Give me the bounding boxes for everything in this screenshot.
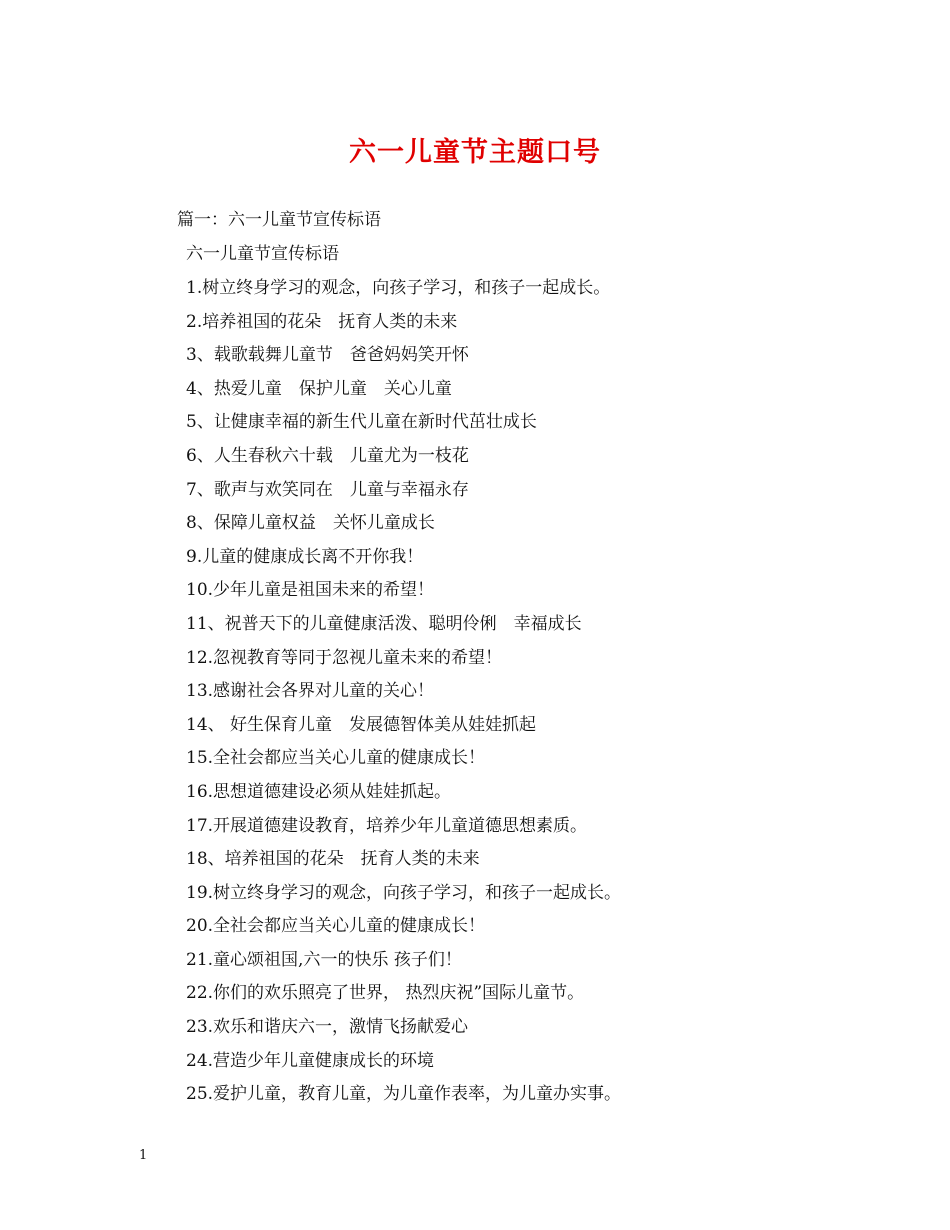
- slogan-item: 12.忽视教育等同于忽视儿童未来的希望！: [186, 647, 503, 668]
- slogan-item: 18、培养祖国的花朵 抚育人类的未来: [186, 849, 480, 870]
- slogan-item: 11、祝普天下的儿童健康活泼、聪明伶俐 幸福成长: [186, 613, 582, 634]
- sub-heading: 六一儿童节宣传标语: [186, 244, 339, 264]
- slogan-item: 15.全社会都应当关心儿童的健康成长！: [186, 748, 486, 769]
- page-number: 1: [139, 1148, 148, 1163]
- slogan-list: [186, 276, 621, 1116]
- slogan-item: 5、让健康幸福的新生代儿童在新时代茁壮成长: [186, 412, 537, 433]
- slogan-item: 3、载歌载舞儿童节 爸爸妈妈笑开怀: [186, 345, 469, 366]
- slogan-item: 17.开展道德建设教育，培养少年儿童道德思想素质。: [186, 815, 588, 836]
- slogan-item: 10.少年儿童是祖国未来的希望！: [186, 580, 435, 601]
- slogan-item: 2.培养祖国的花朵 抚育人类的未来: [186, 311, 458, 332]
- slogan-item: 14、 好生保育儿童 发展德智体美从娃娃抓起: [186, 714, 537, 735]
- page-title: 六一儿童节主题口号: [349, 137, 601, 168]
- slogan-item: 4、热爱儿童 保护儿童 关心儿童: [186, 378, 452, 399]
- slogan-item: 6、人生春秋六十载 儿童尤为一枝花: [186, 445, 469, 466]
- section-heading: 篇一：六一儿童节宣传标语: [177, 210, 381, 230]
- slogan-item: 13.感谢社会各界对儿童的关心！: [186, 681, 435, 702]
- slogan-item: 7、歌声与欢笑同在 儿童与幸福永存: [186, 479, 469, 500]
- slogan-item: 24.营造少年儿童健康成长的环境: [186, 1050, 435, 1071]
- slogan-item: 25.爱护儿童，教育儿童，为儿童作表率，为儿童办实事。: [186, 1084, 622, 1105]
- slogan-item: 9.儿童的健康成长离不开你我！: [186, 546, 424, 567]
- slogan-item: 16.思想道德建设必须从娃娃抓起。: [186, 781, 452, 802]
- slogan-item: 22.你们的欢乐照亮了世界， 热烈庆祝”国际儿童节。: [186, 983, 585, 1004]
- slogan-item: 1.树立终身学习的观念，向孩子学习，和孩子一起成长。: [186, 278, 611, 298]
- slogan-item: 20.全社会都应当关心儿童的健康成长！: [186, 916, 486, 937]
- slogan-item: 23.欢乐和谐庆六一，激情飞扬献爱心: [186, 1017, 469, 1038]
- slogan-item: 19.树立终身学习的观念，向孩子学习，和孩子一起成长。: [186, 882, 622, 903]
- slogan-item: 8、保障儿童权益 关怀儿童成长: [186, 513, 435, 534]
- slogan-item: 21.童心颂祖国,六一的快乐 孩子们！: [186, 949, 462, 970]
